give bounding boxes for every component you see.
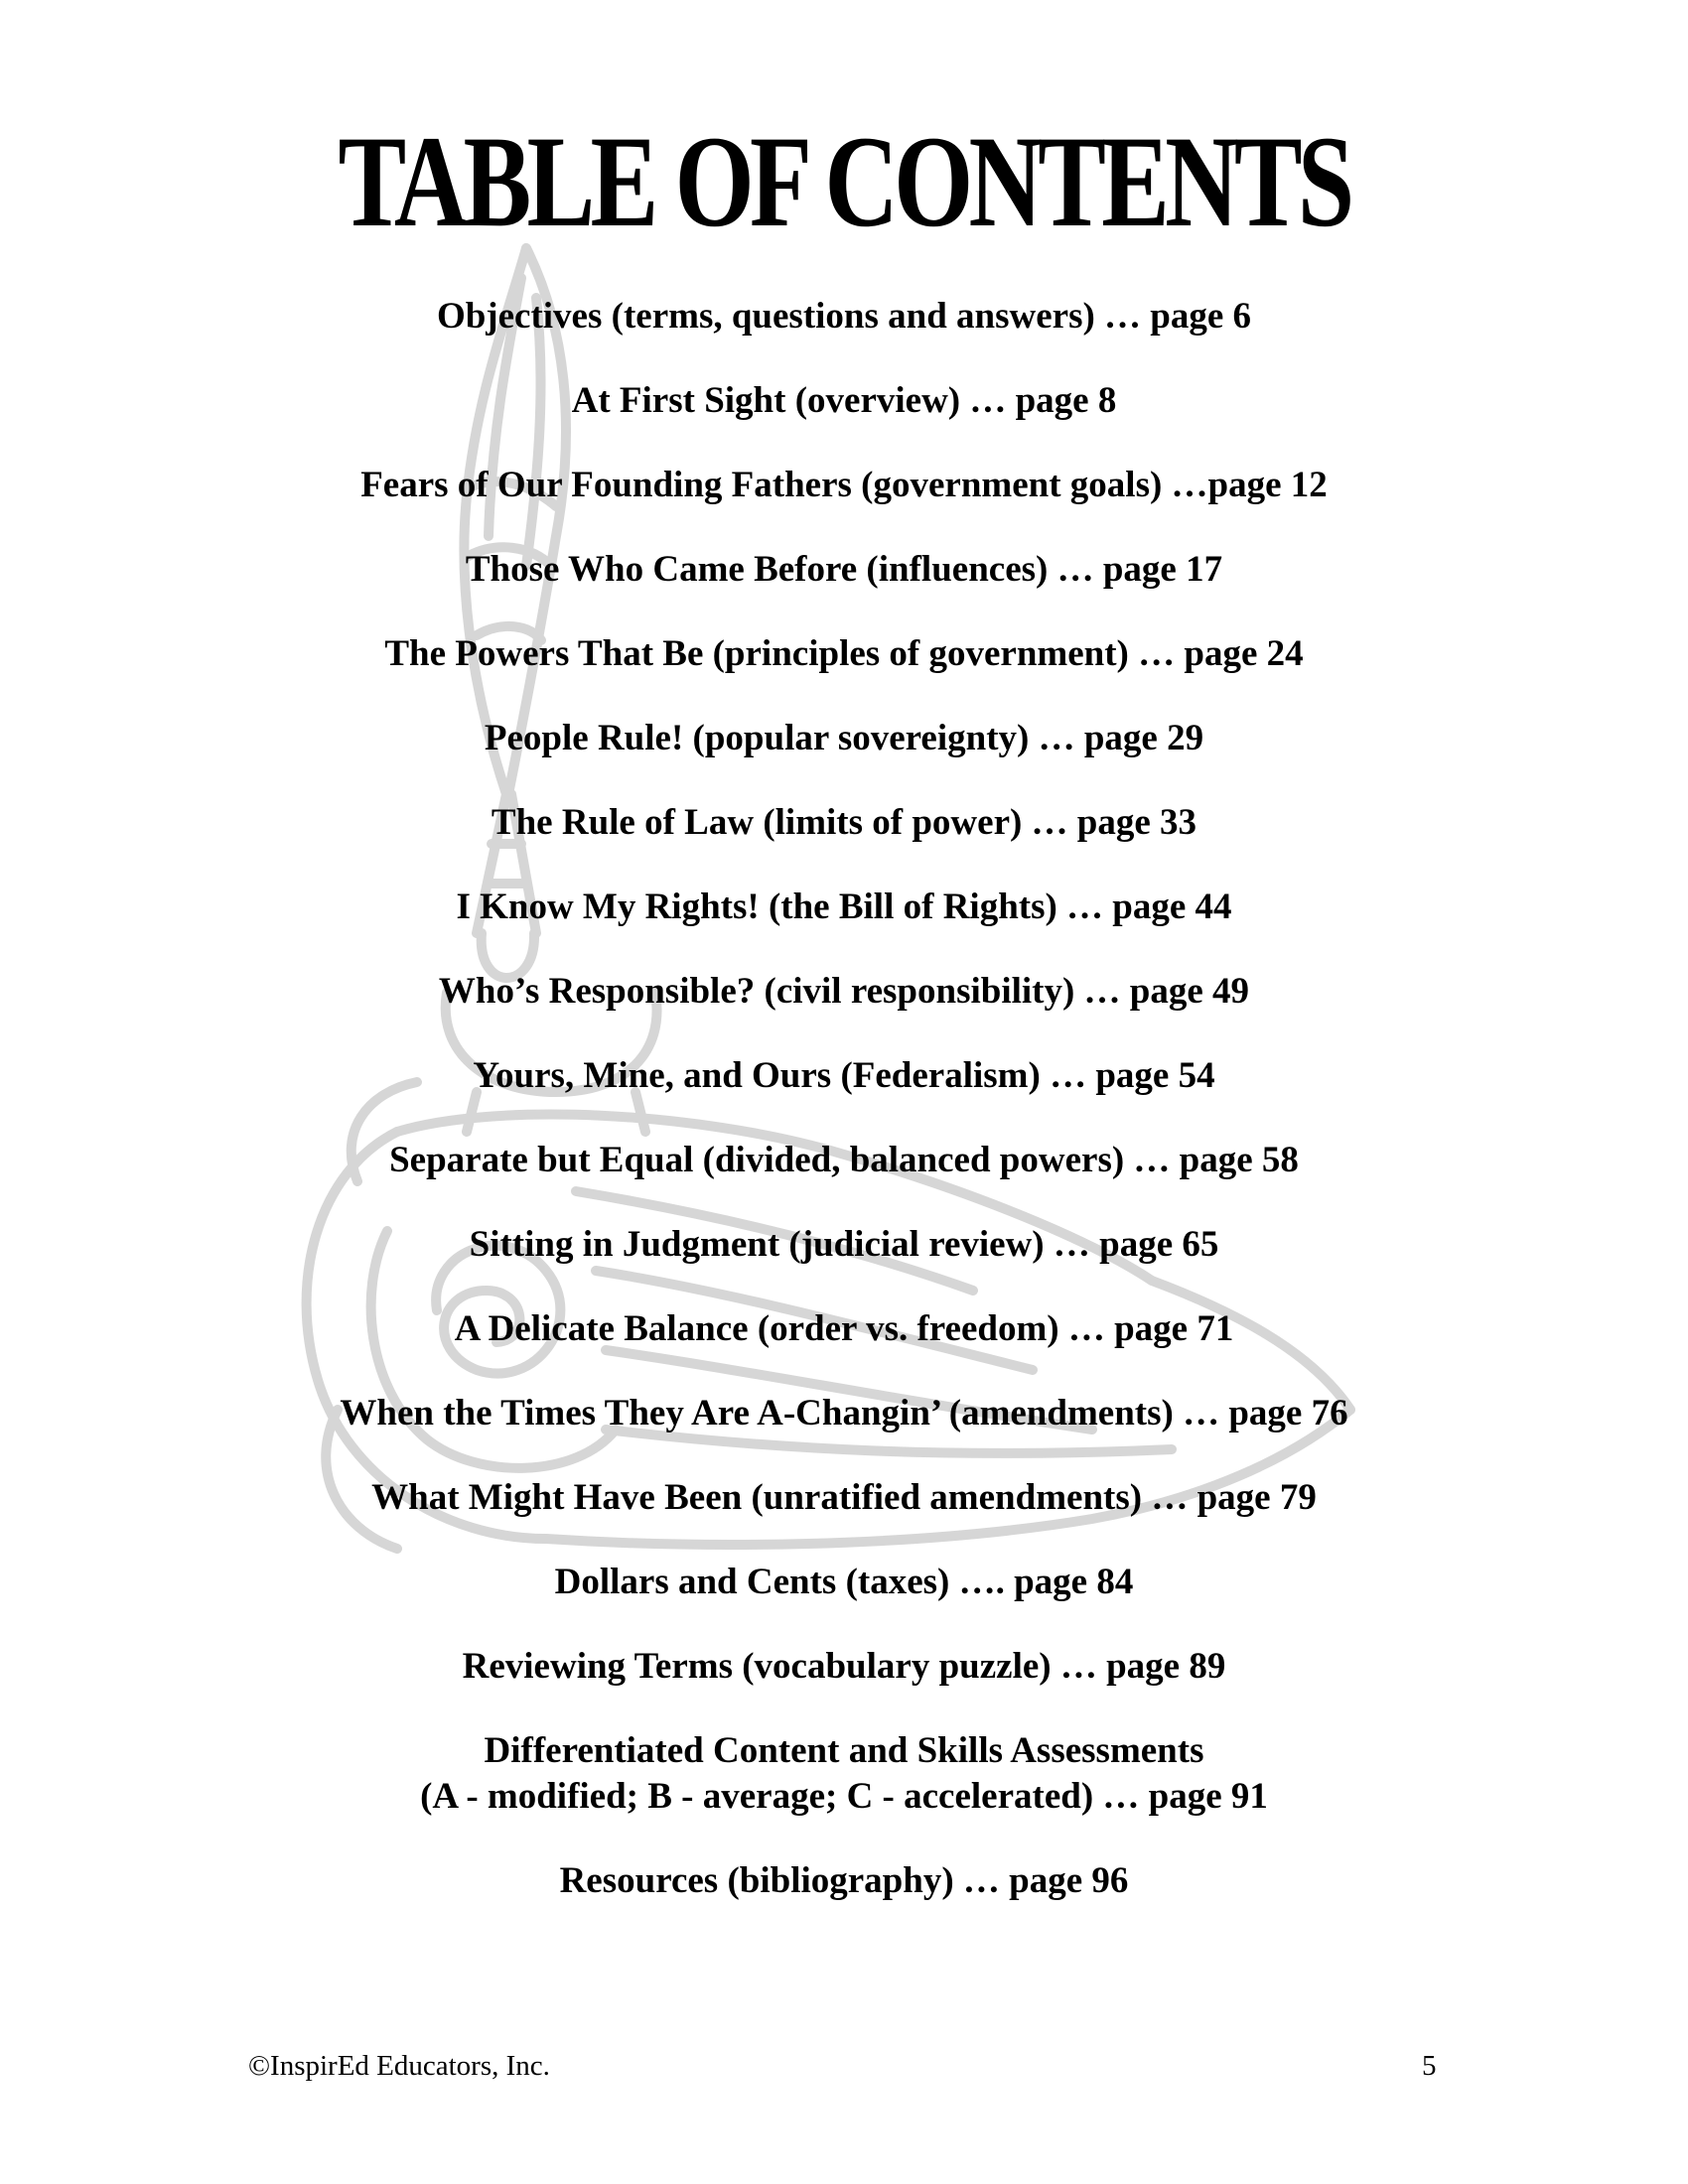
toc-entry-line: What Might Have Been (unratified amendments) … page 79 [371,1477,1317,1518]
toc-entry [0,1560,1688,1605]
toc-entry [0,463,1688,508]
toc-entry [0,547,1688,593]
toc-entry-line: People Rule! (popular sovereignty) … page 29 [484,718,1204,758]
toc-entry-line: Who’s Responsible? (civil responsibility) … page 49 [438,971,1250,1012]
toc-entry-line: At First Sight (overview) … page 8 [571,380,1117,421]
toc-entry [0,1053,1688,1099]
toc-entry [0,800,1688,846]
toc-entry [0,969,1688,1015]
toc-entry-line: Separate but Equal (divided, balanced powers) … page 58 [389,1140,1299,1180]
toc-entry-line: Those Who Came Before (influences) … page 17 [465,549,1223,590]
toc-entry-line: The Rule of Law (limits of power) … page 33 [491,802,1197,843]
toc-entry-line: The Powers That Be (principles of government) … page 24 [384,633,1304,674]
toc-entry [0,885,1688,930]
toc-entry [0,1138,1688,1183]
footer-page-number: 5 [1422,2050,1437,2082]
toc-entry [0,1475,1688,1521]
toc-entry-line: A Delicate Balance (order vs. freedom) … page 71 [454,1308,1234,1349]
toc-entry-line: Yours, Mine, and Ours (Federalism) … page 54 [473,1055,1215,1096]
toc-entry-line: Fears of Our Founding Fathers (government goals) …page 12 [360,465,1328,505]
toc-entry [0,1306,1688,1352]
toc-entry-line: (A - modified; B - average; C - accelerated) … page 91 [420,1776,1268,1817]
toc-entry-line: Sitting in Judgment (judicial review) … page 65 [469,1224,1219,1265]
toc-entry [0,1391,1688,1436]
toc-entry-line: Differentiated Content and Skills Assessments [484,1730,1204,1771]
toc-entry [0,631,1688,677]
toc-entry [0,1858,1688,1904]
page-title: TABLE OF CONTENTS [338,108,1350,254]
toc-entry [0,1644,1688,1690]
toc-entry [0,1222,1688,1268]
toc-entry-line: Objectives (terms, questions and answers) … page 6 [436,296,1252,337]
toc-entry [0,378,1688,424]
toc-entry [0,1728,1688,1820]
toc-entry-line: When the Times They Are A-Changin’ (amendments) … page 76 [340,1393,1348,1433]
toc-entry-line: I Know My Rights! (the Bill of Rights) … page 44 [456,887,1232,927]
toc-entry-line: Resources (bibliography) … page 96 [559,1860,1129,1901]
toc-entry-line: Dollars and Cents (taxes) …. page 84 [554,1562,1134,1602]
footer-copyright: ©InspirEd Educators, Inc. [248,2050,550,2082]
toc-entry [0,716,1688,761]
toc-entry-line: Reviewing Terms (vocabulary puzzle) … page 89 [462,1646,1226,1687]
toc-entry [0,294,1688,340]
